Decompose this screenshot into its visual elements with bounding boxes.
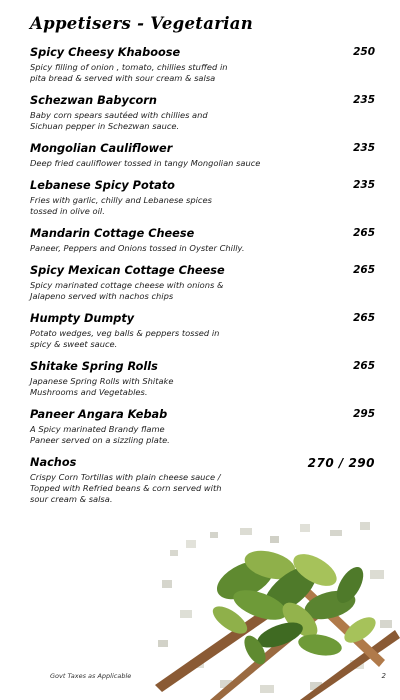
menu-item-description: Spicy marinated cottage cheese with onions & Jalapeno served with nachos chips: [30, 280, 224, 301]
menu-item: [30, 142, 375, 169]
menu-item: [30, 456, 375, 505]
menu-item-name: Humpty Dumpty: [30, 312, 135, 325]
menu-item-price: 235: [353, 142, 375, 154]
menu-item-name: Spicy Cheesy Khaboose: [30, 46, 181, 59]
page-number: 2: [381, 672, 386, 680]
menu-item-name: Nachos: [30, 456, 77, 469]
menu-item-price: 295: [353, 408, 375, 420]
menu-item: [30, 46, 375, 84]
menu-item-name: Paneer Angara Kebab: [30, 408, 168, 421]
menu-item-description: Crispy Corn Tortillas with plain cheese sauce / Topped with Refried beans & corn served with sour cream & salsa.: [30, 472, 222, 504]
tax-note: Govt Taxes as Applicable: [50, 672, 132, 680]
menu-item: [30, 360, 375, 398]
menu-item-price: 265: [353, 312, 375, 324]
menu-item-description: Japanese Spring Rolls with Shitake Mushrooms and Vegetables.: [30, 376, 174, 397]
page-title: Appetisers - Vegetarian: [30, 14, 254, 33]
menu-items-list: [30, 46, 375, 515]
menu-item-price: 265: [353, 264, 375, 276]
menu-item-price: 235: [353, 179, 375, 191]
menu-item-price: 265: [353, 360, 375, 372]
menu-item: [30, 179, 375, 217]
menu-item-name: Schezwan Babycorn: [30, 94, 157, 107]
menu-item: [30, 94, 375, 132]
menu-item-name: Lebanese Spicy Potato: [30, 179, 175, 192]
menu-item-description: A Spicy marinated Brandy flame Paneer served on a sizzling plate.: [30, 424, 170, 445]
herb-garnish-illustration: [150, 510, 400, 700]
menu-item: [30, 408, 375, 446]
menu-item-description: Fries with garlic, chilly and Lebanese spices tossed in olive oil.: [30, 195, 212, 216]
menu-item-description: Potato wedges, veg balls & peppers tossed in spicy & sweet sauce.: [30, 328, 220, 349]
menu-item: [30, 312, 375, 350]
menu-item-name: Spicy Mexican Cottage Cheese: [30, 264, 225, 277]
menu-item-price: 270 / 290: [307, 456, 375, 470]
menu-item-name: Shitake Spring Rolls: [30, 360, 158, 373]
menu-item-description: Paneer, Peppers and Onions tossed in Oyster Chilly.: [30, 243, 245, 253]
menu-item-price: 265: [353, 227, 375, 239]
menu-item-description: Deep fried cauliflower tossed in tangy Mongolian sauce: [30, 158, 261, 168]
menu-item-name: Mandarin Cottage Cheese: [30, 227, 195, 240]
menu-item: [30, 264, 375, 302]
menu-item: [30, 227, 375, 254]
menu-item-description: Baby corn spears sautéed with chillies and Sichuan pepper in Schezwan sauce.: [30, 110, 208, 131]
menu-item-name: Mongolian Cauliflower: [30, 142, 173, 155]
herb-leaves: [208, 546, 379, 668]
menu-item-price: 235: [353, 94, 375, 106]
menu-item-price: 250: [353, 46, 375, 58]
menu-item-description: Spicy filling of onion , tomato, chillies stuffed in pita bread & served with sour cream & salsa: [30, 62, 228, 83]
